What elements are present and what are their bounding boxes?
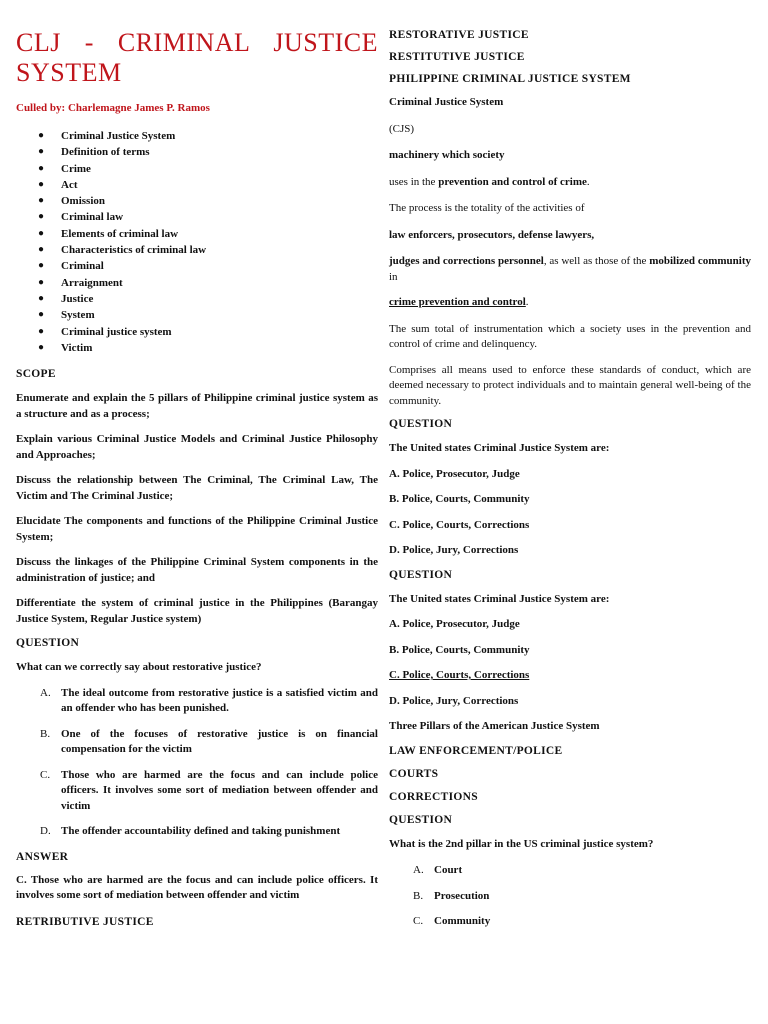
document-title: CLJ - CRIMINAL JUSTICE SYSTEM — [16, 28, 378, 87]
process-text: The process is the totality of the activities of — [389, 202, 585, 214]
list-item: ● Act — [16, 177, 378, 193]
machinery-text: machinery which society — [389, 149, 505, 161]
bullet-icon: ● — [38, 211, 45, 223]
question-text: What is the 2nd pillar in the US criminal justice system? — [389, 837, 654, 850]
list-item: ● Crime — [16, 161, 378, 177]
judges-text: judges and corrections personnel, as well as those of the mobilized community in — [389, 255, 752, 283]
option-c: C. Community — [413, 915, 491, 927]
scope-item: Elucidate The components and functions of the Philippine Criminal Justice System; — [16, 515, 378, 543]
bullet-icon: ● — [38, 227, 45, 239]
bullet-icon: ● — [38, 276, 45, 288]
uses-text: uses in the prevention and control of crime. — [389, 175, 590, 188]
question-heading: QUESTION — [389, 568, 453, 581]
topic-list — [16, 128, 378, 356]
list-item: ● System — [16, 307, 378, 323]
option-d: D. Police, Jury, Corrections — [389, 694, 519, 707]
right-column — [389, 0, 751, 930]
restitutive-heading: RESTITUTIVE JUSTICE — [389, 51, 525, 63]
left-column — [16, 0, 378, 928]
option-b: B. Prosecution — [413, 889, 490, 902]
list-item: ● Justice — [16, 291, 378, 307]
bullet-icon: ● — [38, 325, 45, 337]
list-item: ● Omission — [16, 193, 378, 209]
question-text: The United states Criminal Justice System are: — [389, 592, 610, 605]
question-text: What can we correctly say about restorative justice? — [16, 661, 262, 674]
bullet-icon: ● — [38, 195, 45, 207]
answer-options — [389, 863, 751, 930]
enforcers-text: law enforcers, prosecutors, defense lawyers, — [389, 228, 595, 241]
option-a: A. The ideal outcome from restorative justice is a satisfied victim and an offender who has been punished. — [40, 686, 378, 715]
byline: Culled by: Charlemagne James P. Ramos — [16, 102, 210, 114]
comprises-text: Comprises all means used to enforce these standards of conduct, which are deemed necessary to protect individuals and to maintain general well-being of the community. — [389, 363, 751, 407]
list-item: ● Criminal — [16, 258, 378, 274]
bullet-icon: ● — [38, 146, 45, 158]
bullet-icon: ● — [38, 292, 45, 304]
three-pillars-heading: Three Pillars of the American Justice System — [389, 720, 600, 732]
bullet-icon: ● — [38, 341, 45, 353]
list-item: ● Criminal law — [16, 209, 378, 225]
option-d: D. The offender accountability defined and taking punishment — [40, 825, 341, 838]
pillar-item: CORRECTIONS — [389, 790, 478, 803]
list-item: ● Elements of criminal law — [16, 226, 378, 242]
option-a: A. Police, Prosecutor, Judge — [389, 618, 520, 630]
list-item: ● Victim — [16, 340, 378, 356]
answer-options — [16, 686, 378, 840]
list-item: ● Definition of terms — [16, 144, 378, 160]
scope-heading: SCOPE — [16, 368, 56, 381]
question-heading: QUESTION — [389, 418, 453, 430]
answer-text: C. Those who are harmed are the focus and can include police officers. It involves some sort of mediation between offender and victim — [16, 873, 378, 902]
cjs-label: Criminal Justice System — [389, 96, 504, 108]
list-item: ● Criminal Justice System — [16, 128, 378, 144]
scope-item: Differentiate the system of criminal justice in the Philippines (Barangay Justice System, Regular Justice system) — [16, 597, 378, 625]
pillar-item: LAW ENFORCEMENT/POLICE — [389, 744, 563, 757]
option-d: D. Police, Jury, Corrections — [389, 544, 519, 556]
option-c: C. Police, Courts, Corrections — [389, 518, 530, 531]
option-c: C. Those who are harmed are the focus and can include police officers. It involves some sort of mediation between offender and victim — [40, 768, 378, 812]
bullet-icon: ● — [38, 130, 45, 141]
option-a: A. Police, Prosecutor, Judge — [389, 467, 520, 480]
list-item: ● Characteristics of criminal law — [16, 242, 378, 258]
option-b: B. Police, Courts, Community — [389, 493, 530, 505]
restorative-heading: RESTORATIVE JUSTICE — [389, 29, 529, 41]
question-text: The United states Criminal Justice System are: — [389, 442, 610, 454]
retributive-heading: RETRIBUTIVE JUSTICE — [16, 915, 154, 928]
bullet-icon: ● — [38, 178, 45, 190]
question-heading: QUESTION — [389, 813, 453, 826]
option-a: A. Court — [413, 864, 463, 876]
list-item: ● Arraignment — [16, 275, 378, 291]
bullet-icon: ● — [38, 162, 45, 174]
bullet-icon: ● — [38, 244, 45, 256]
option-c-correct: C. Police, Courts, Corrections — [389, 669, 530, 681]
scope-item: Explain various Criminal Justice Models and Criminal Justice Philosophy and Approaches; — [16, 433, 378, 461]
crime-prevention-text: crime prevention and control. — [389, 296, 529, 308]
sum-total-text: The sum total of instrumentation which a society uses in the prevention and control of crime and delinquency. — [389, 322, 751, 350]
pillar-item: COURTS — [389, 767, 439, 780]
phil-cjs-heading: PHILIPPINE CRIMINAL JUSTICE SYSTEM — [389, 73, 631, 85]
option-b: B. Police, Courts, Community — [389, 643, 530, 656]
scope-item: Discuss the relationship between The Criminal, The Criminal Law, The Victim and The Criminal Justice; — [16, 474, 378, 502]
question-heading: QUESTION — [16, 637, 80, 650]
answer-heading: ANSWER — [16, 850, 69, 863]
scope-item: Enumerate and explain the 5 pillars of Philippine criminal justice system as a structure and as a process; — [16, 392, 378, 420]
option-b: B. One of the focuses of restorative justice is on financial compensation for the victim — [40, 727, 378, 756]
list-item: ● Criminal justice system — [16, 324, 378, 340]
bullet-icon: ● — [38, 309, 45, 321]
scope-item: Discuss the linkages of the Philippine Criminal System components in the administration of justice; and — [16, 556, 378, 584]
cjs-abbr: (CJS) — [389, 122, 415, 135]
bullet-icon: ● — [38, 260, 45, 272]
